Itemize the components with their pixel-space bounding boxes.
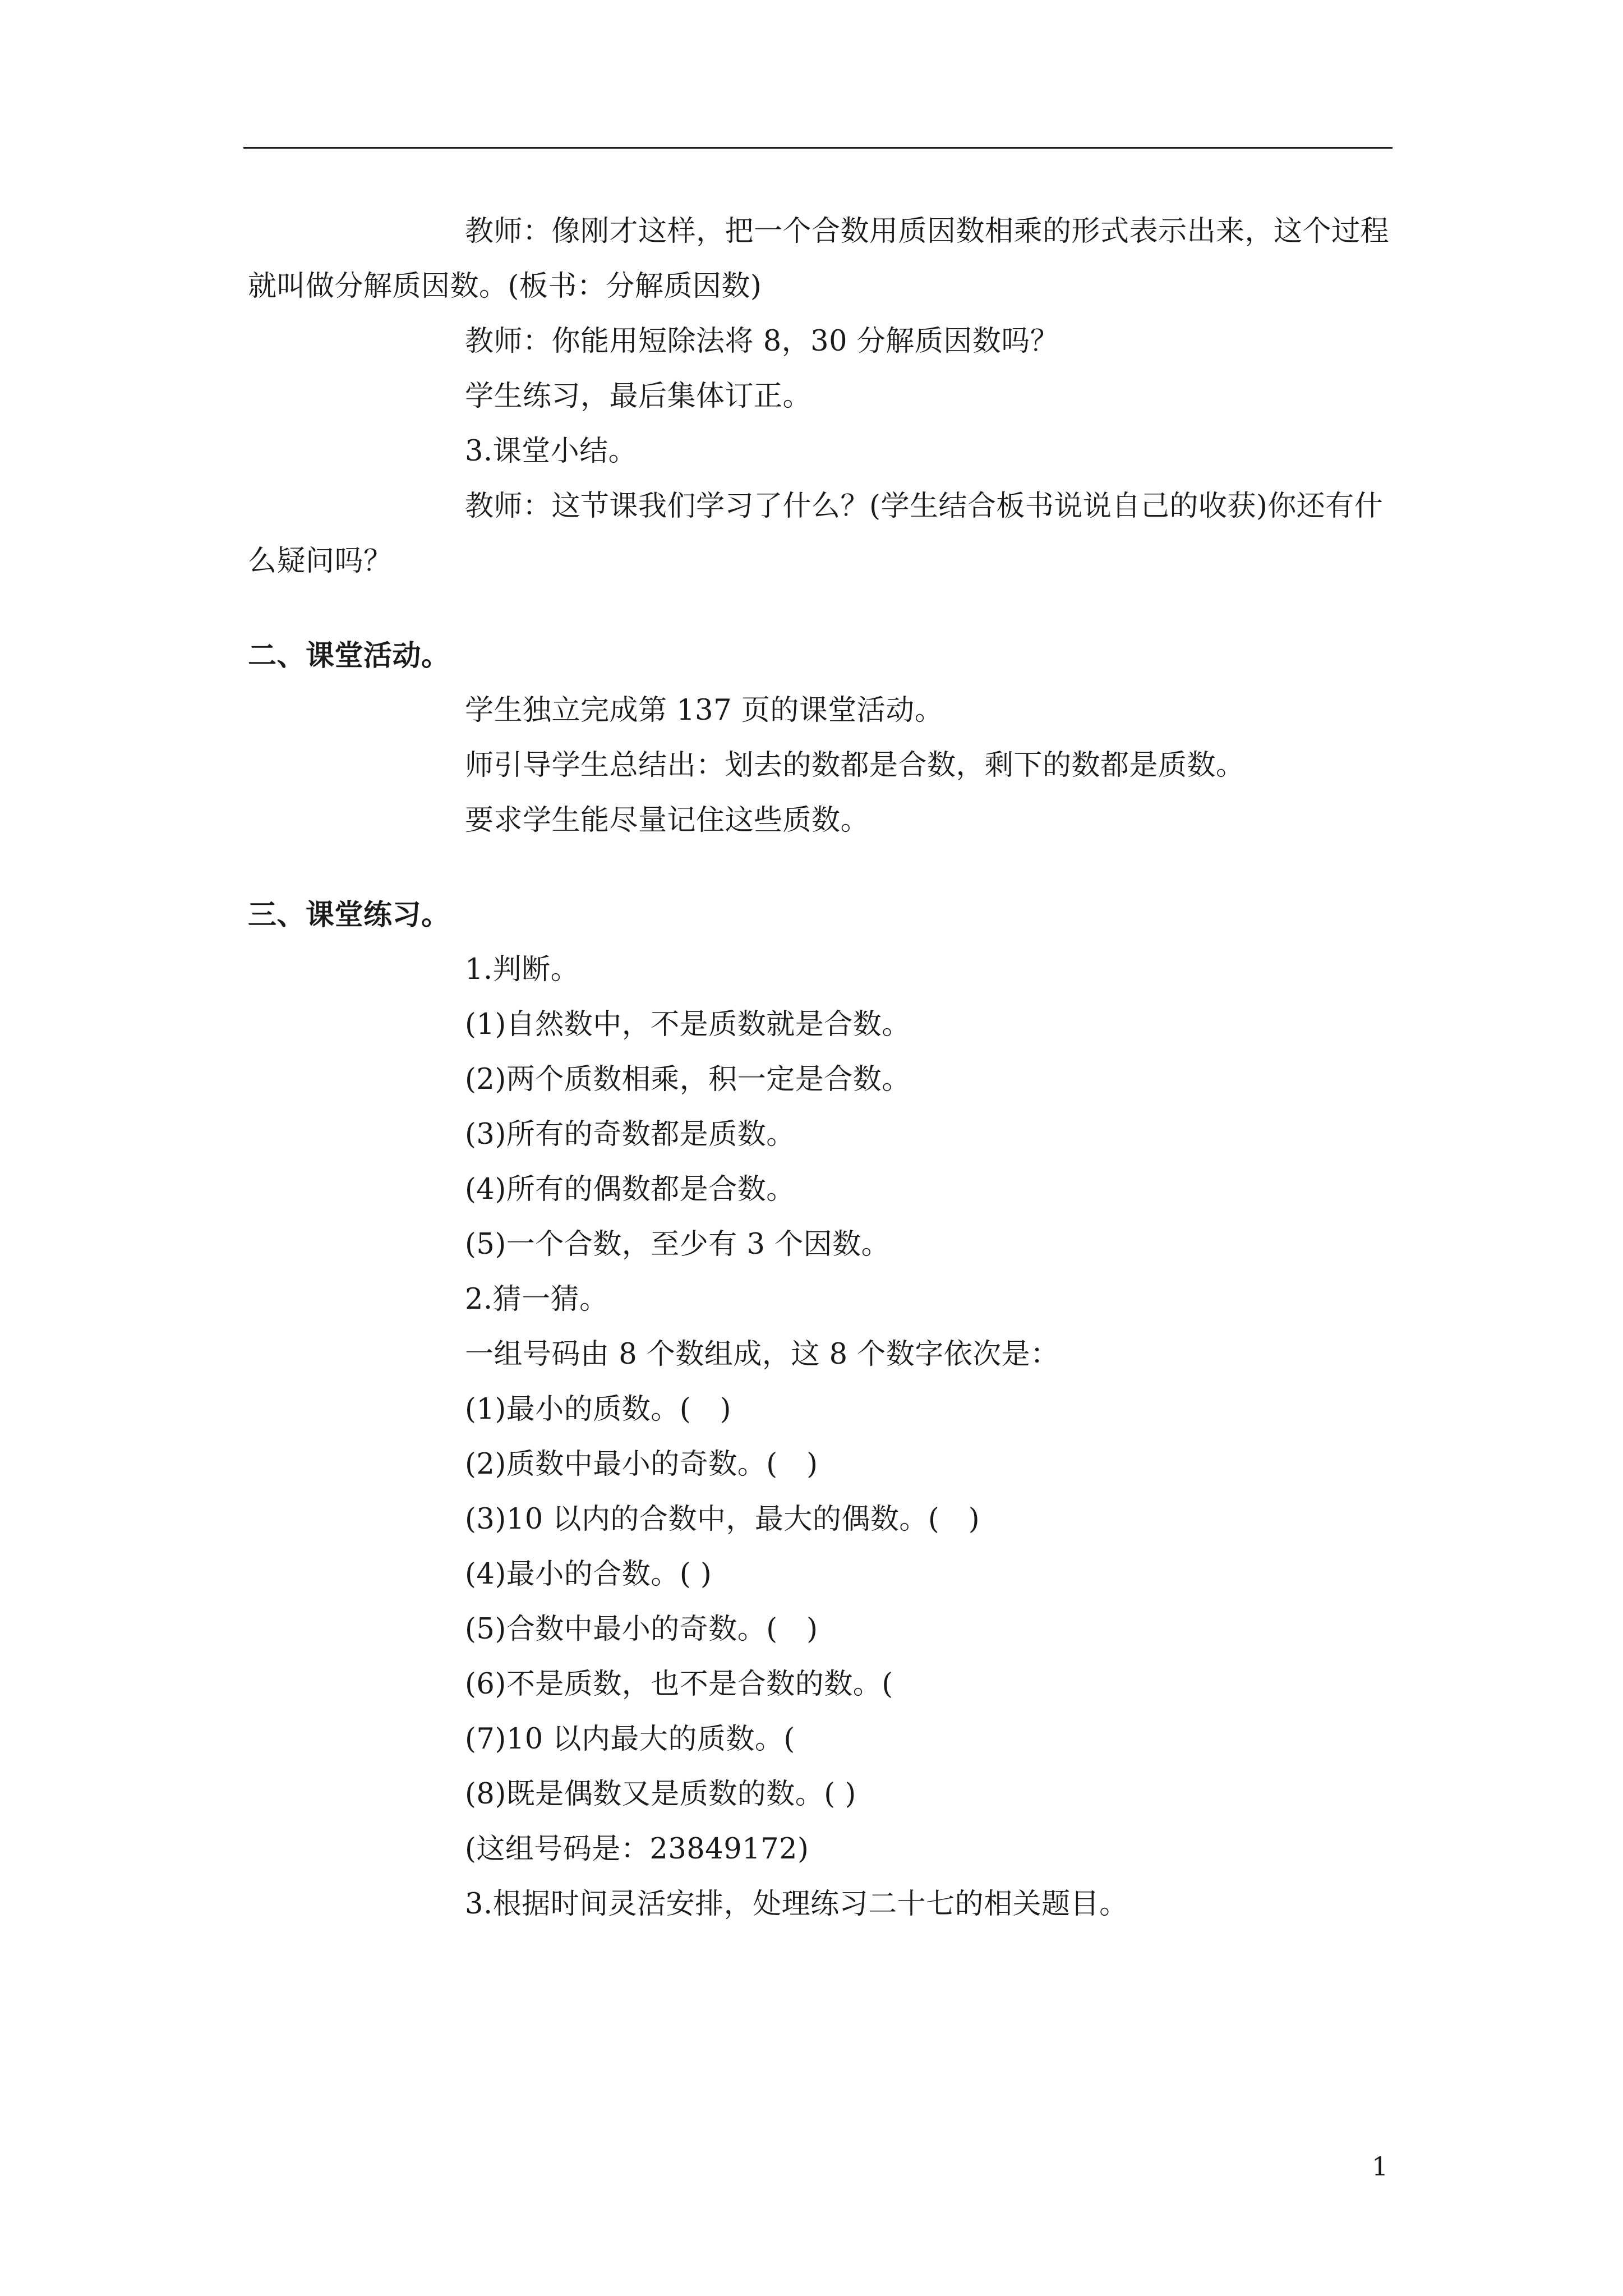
paragraph-line: 3.课堂小结。 [465,435,638,468]
exercise-line: (5)一个合数，至少有 3 个因数。 [465,1228,891,1261]
exercise-line: (5)合数中最小的奇数。( ) [465,1613,818,1646]
exercise-line: (1)自然数中，不是质数就是合数。 [465,1008,911,1041]
paragraph-line: 师引导学生总结出：划去的数都是合数，剩下的数都是质数。 [465,749,1245,782]
exercise-line: 1.判断。 [465,953,580,986]
paragraph-line: 要求学生能尽量记住这些质数。 [465,804,870,837]
exercise-line: (8)既是偶数又是质数的数。( ) [465,1778,856,1811]
exercise-line: (4)所有的偶数都是合数。 [465,1173,795,1206]
paragraph-line: 教师：像刚才这样，把一个合数用质因数相乘的形式表示出来，这个过程 [465,215,1390,248]
paragraph-line: 么疑问吗？ [248,545,393,578]
paragraph-line: 学生独立完成第 137 页的课堂活动。 [465,694,944,727]
section-heading-activity: 二、课堂活动。 [248,639,450,673]
exercise-line: 一组号码由 8 个数组成，这 8 个数字依次是： [465,1338,1059,1371]
exercise-line: 3.根据时间灵活安排，处理练习二十七的相关题目。 [465,1888,1128,1921]
page-number: 1 [1372,2151,1389,2182]
exercise-line: (6)不是质数，也不是合数的数。( [465,1668,893,1701]
document-body [248,204,1392,1932]
exercise-line: (3)所有的奇数都是质数。 [465,1118,795,1151]
exercise-line: (2)质数中最小的奇数。( ) [465,1448,818,1481]
exercise-line: (1)最小的质数。( ) [465,1393,732,1426]
exercise-line: 2.猜一猜。 [465,1283,608,1316]
paragraph-line: 教师：你能用短除法将 8，30 分解质因数吗？ [465,325,1059,358]
paragraph-line: 教师：这节课我们学习了什么？(学生结合板书说说自己的收获)你还有什 [465,490,1384,523]
exercise-line: (这组号码是：23849172) [465,1833,809,1866]
paragraph-line: 就叫做分解质因数。(板书：分解质因数) [248,270,762,303]
exercise-line: (7)10 以内最大的质数。( [465,1723,795,1756]
exercise-line: (3)10 以内的合数中，最大的偶数。( ) [465,1503,980,1536]
exercise-line: (2)两个质数相乘，积一定是合数。 [465,1063,911,1096]
section-heading-practice: 三、课堂练习。 [248,898,450,932]
paragraph-line: 学生练习，最后集体订正。 [465,380,812,413]
exercise-line: (4)最小的合数。( ) [465,1558,712,1591]
header-rule [243,147,1393,149]
